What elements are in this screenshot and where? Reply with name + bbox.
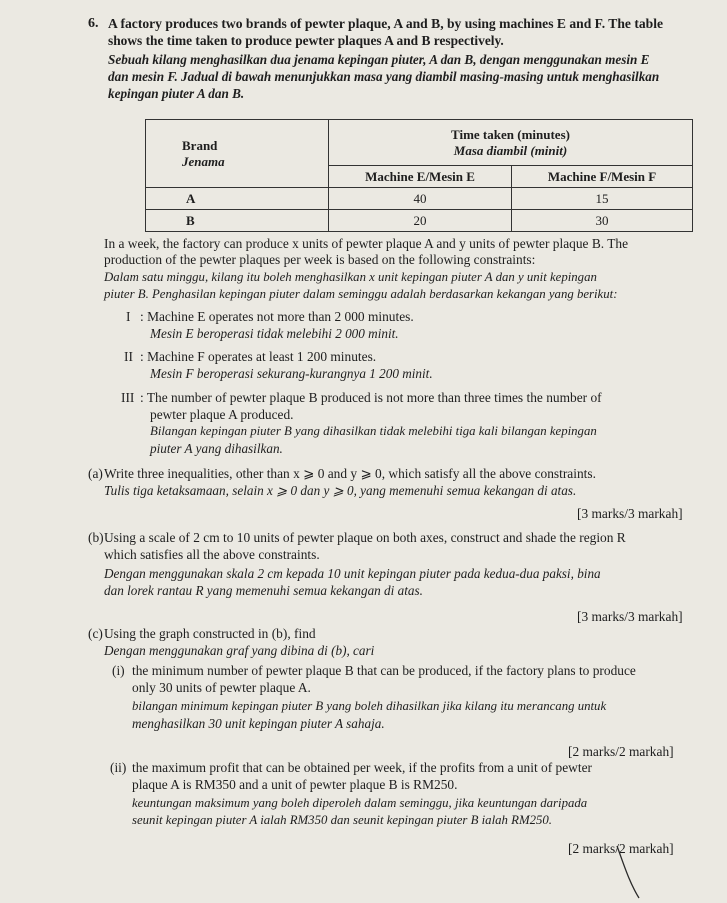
constraint-3-number: III	[121, 390, 135, 405]
intro-ms-line-2: dan mesin F. Jadual di bawah menunjukkan masa yang diambil masing-masing untuk menghasilkan	[108, 69, 660, 84]
part-a-marks: [3 marks/3 markah]	[577, 506, 683, 521]
part-c-ii-en-1: the maximum profit that can be obtained per week, if the profits from a unit of pewter	[132, 760, 592, 775]
part-c-ii-marks: [2 marks/2 markah]	[568, 841, 674, 856]
brand-cell: A	[146, 188, 329, 210]
part-c-i-label: (i)	[112, 663, 125, 678]
part-c-ii-en-2: plaque A is RM350 and a unit of pewter plaque B is RM250.	[132, 777, 458, 792]
part-c-ms: Dengan menggunakan graf yang dibina di (b), cari	[104, 643, 375, 658]
machine-f-header: Machine F/Mesin F	[512, 166, 693, 188]
part-c-i-en-1: the minimum number of pewter plaque B that can be produced, if the factory plans to produce	[132, 663, 636, 678]
constraints-intro-en-2: production of the pewter plaques per week is based on the following constraints:	[104, 252, 536, 267]
brand-cell: B	[146, 210, 329, 232]
constraint-1-en: : Machine E operates not more than 2 000 minutes.	[140, 309, 414, 324]
part-b-en-2: which satisfies all the above constraints.	[104, 547, 320, 562]
intro-en-line-2: shows the time taken to produce pewter plaques A and B respectively.	[108, 33, 504, 48]
table-row	[146, 188, 693, 210]
time-header-cell	[329, 120, 693, 166]
time-table	[145, 119, 693, 232]
constraint-3-ms-1: Bilangan kepingan piuter B yang dihasilkan tidak melebihi tiga kali bilangan kepingan	[150, 424, 597, 438]
part-c-label: (c)	[88, 626, 103, 641]
constraint-2-number: II	[124, 349, 133, 364]
intro-ms-line-1: Sebuah kilang menghasilkan dua jenama kepingan piuter, A dan B, dengan menggunakan mesin E	[108, 52, 650, 67]
machine-e-header: Machine E/Mesin E	[329, 166, 512, 188]
part-c-en: Using the graph constructed in (b), find	[104, 626, 316, 641]
constraints-intro-ms-1: Dalam satu minggu, kilang itu boleh menghasilkan x unit kepingan piuter A dan y unit kepingan	[104, 270, 597, 284]
part-c-i-ms-2: menghasilkan 30 unit kepingan piuter A sahaja.	[132, 716, 385, 731]
constraint-3-en-2: pewter plaque A produced.	[150, 407, 294, 422]
part-c-i-en-2: only 30 units of pewter plaque A.	[132, 680, 311, 695]
part-b-ms-1: Dengan menggunakan skala 2 cm kepada 10 unit kepingan piuter pada kedua-dua paksi, bina	[104, 566, 601, 581]
constraint-2-ms: Mesin F beroperasi sekurang-kurangnya 1 200 minit.	[150, 366, 433, 381]
constraints-intro-en-1: In a week, the factory can produce x units of pewter plaque A and y units of pewter plaque B. The	[104, 236, 629, 251]
constraint-2-en: : Machine F operates at least 1 200 minutes.	[140, 349, 377, 364]
brand-header-en: Brand	[182, 137, 218, 153]
machine-e-cell: 40	[329, 188, 512, 210]
machine-f-cell: 30	[512, 210, 693, 232]
part-b-label: (b)	[88, 530, 104, 545]
part-c-ii-label: (ii)	[110, 760, 127, 775]
brand-header-ms: Jenama	[182, 153, 225, 169]
part-a-label: (a)	[88, 466, 103, 481]
machine-e-cell: 20	[329, 210, 512, 232]
constraint-3-en-1: : The number of pewter plaque B produced is not more than three times the number of	[140, 390, 602, 405]
intro-en-line-1: A factory produces two brands of pewter plaque, A and B, by using machines E and F. The table	[108, 16, 664, 31]
part-a-en: Write three inequalities, other than x ⩾ 0 and y ⩾ 0, which satisfy all the above constraints.	[104, 466, 596, 481]
time-header-ms: Masa diambil (minit)	[453, 142, 568, 158]
time-header-en: Time taken (minutes)	[451, 126, 570, 142]
machine-f-cell: 15	[512, 188, 693, 210]
intro-ms-line-3: kepingan piuter A dan B.	[108, 86, 245, 101]
part-a-ms: Tulis tiga ketaksamaan, selain x ⩾ 0 dan y ⩾ 0, yang memenuhi semua kekangan di atas.	[104, 483, 577, 498]
part-b-marks: [3 marks/3 markah]	[577, 609, 683, 624]
part-c-ii-ms-1: keuntungan maksimum yang boleh diperoleh dalam seminggu, jika keuntungan daripada	[132, 796, 588, 810]
part-c-ii-ms-2: seunit kepingan piuter A ialah RM350 dan seunit kepingan piuter B ialah RM250.	[132, 813, 552, 827]
constraint-1-number: I	[126, 309, 131, 324]
question-number: 6.	[88, 16, 99, 31]
part-b-ms-2: dan lorek rantau R yang memenuhi semua kekangan di atas.	[104, 583, 423, 598]
table-row	[146, 210, 693, 232]
constraint-1-ms: Mesin E beroperasi tidak melebihi 2 000 minit.	[150, 326, 399, 341]
constraint-3-ms-2: piuter A yang dihasilkan.	[150, 441, 283, 456]
pen-mark	[613, 842, 653, 902]
part-c-i-ms-1: bilangan minimum kepingan piuter B yang boleh dihasilkan jika kilang itu merancang untuk	[132, 699, 607, 713]
part-b-en-1: Using a scale of 2 cm to 10 units of pewter plaque on both axes, construct and shade the region R	[104, 530, 626, 545]
constraints-intro-ms-2: piuter B. Penghasilan kepingan piuter dalam seminggu adalah berdasarkan kekangan yang berikut:	[104, 287, 618, 301]
part-c-i-marks: [2 marks/2 markah]	[568, 744, 674, 759]
brand-header-cell	[146, 120, 329, 188]
